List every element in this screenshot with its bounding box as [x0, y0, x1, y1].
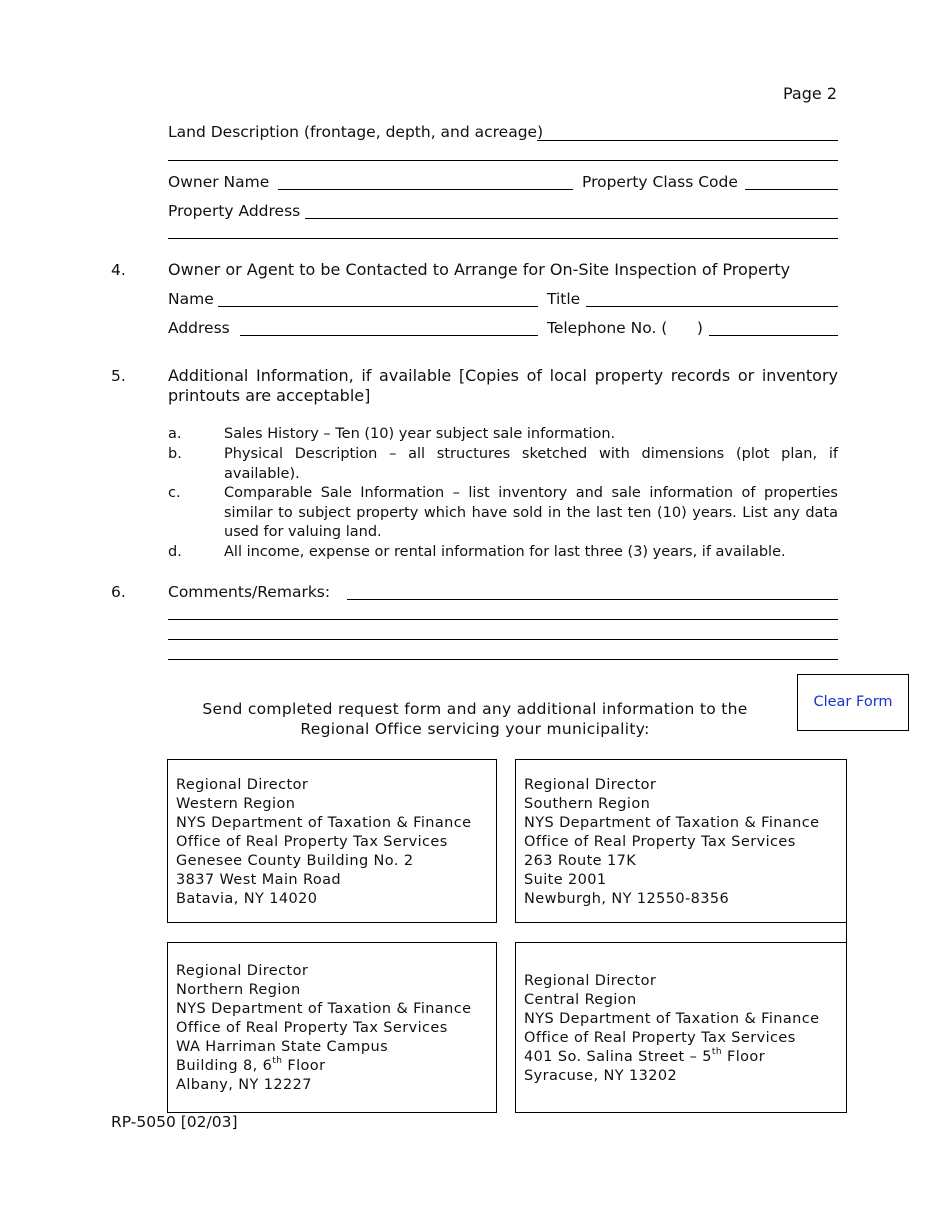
property-class-code-label: Property Class Code: [582, 173, 738, 191]
street-text: 401 So. Salina Street – 5: [524, 1049, 712, 1065]
office-line: Southern Region: [524, 796, 651, 812]
ordinal-suffix: th: [711, 1047, 722, 1058]
office-box-western: [167, 759, 497, 923]
office-line: Newburgh, NY 12550-8356: [524, 891, 730, 907]
property-address-field[interactable]: [305, 218, 838, 219]
contact-name-field[interactable]: [218, 306, 538, 307]
office-line: Regional Director: [176, 963, 309, 979]
property-class-code-field[interactable]: [745, 189, 838, 190]
office-line: Suite 2001: [524, 872, 607, 888]
office-line: Office of Real Property Tax Services: [176, 1020, 448, 1036]
office-line: Syracuse, NY 13202: [524, 1068, 678, 1084]
section-4-heading: Owner or Agent to be Contacted to Arrange for On-Site Inspection of Property: [168, 260, 791, 279]
section-5-heading: Additional Information, if available [Copies of local property records or inventory printouts are acceptable]: [168, 366, 838, 405]
ordinal-suffix: th: [272, 1056, 283, 1067]
box-divider: [846, 922, 847, 943]
contact-name-label: Name: [168, 290, 214, 308]
owner-name-label: Owner Name: [168, 173, 270, 191]
page-number: Page 2: [783, 84, 837, 103]
office-line: Albany, NY 12227: [176, 1077, 312, 1093]
comments-field-line2[interactable]: [168, 619, 838, 620]
office-line: NYS Department of Taxation & Finance: [176, 1001, 472, 1017]
office-box-northern: [167, 942, 497, 1113]
item-text: Physical Description – all structures sketched with dimensions (plot plan, if available).: [224, 446, 838, 482]
list-item: [168, 425, 838, 445]
send-instructions-line1: Send completed request form and any additional information to the: [202, 700, 748, 718]
office-line: Northern Region: [176, 982, 301, 998]
item-letter: b.: [168, 446, 182, 462]
office-line: Regional Director: [524, 777, 657, 793]
office-line: [524, 1048, 765, 1067]
section-4-number: 4.: [111, 261, 126, 279]
contact-title-label: Title: [547, 290, 581, 308]
office-line: Regional Director: [176, 777, 309, 793]
item-text: Comparable Sale Information – list inventory and sale information of properties similar to subject property which have sold in the last ten (10) years. List any data used for valuing land.: [224, 485, 838, 540]
property-address-field-line2[interactable]: [168, 238, 838, 239]
office-line: Batavia, NY 14020: [176, 891, 318, 907]
office-box-central: [515, 942, 847, 1113]
contact-telephone-label: Telephone No. ( ): [547, 319, 703, 337]
building-text: Building 8, 6: [176, 1058, 273, 1074]
clear-form-button[interactable]: Clear Form: [797, 674, 909, 731]
contact-telephone-field[interactable]: [709, 335, 838, 336]
comments-field-line3[interactable]: [168, 639, 838, 640]
list-item: [168, 543, 838, 563]
office-line: [176, 1057, 325, 1076]
contact-title-field[interactable]: [586, 306, 838, 307]
item-letter: a.: [168, 426, 182, 442]
office-line: Office of Real Property Tax Services: [524, 834, 796, 850]
office-line: NYS Department of Taxation & Finance: [176, 815, 472, 831]
floor-text: Floor: [721, 1049, 766, 1065]
office-line: Western Region: [176, 796, 296, 812]
contact-address-field[interactable]: [240, 335, 538, 336]
comments-field-line4[interactable]: [168, 659, 838, 660]
section-5-number: 5.: [111, 367, 126, 385]
office-line: Office of Real Property Tax Services: [524, 1030, 796, 1046]
form-id: RP-5050 [02/03]: [111, 1113, 238, 1131]
section-6-number: 6.: [111, 583, 126, 601]
item-letter: c.: [168, 485, 181, 501]
office-line: NYS Department of Taxation & Finance: [524, 1011, 820, 1027]
land-description-field[interactable]: [537, 140, 838, 141]
office-line: 263 Route 17K: [524, 853, 637, 869]
owner-name-field[interactable]: [278, 189, 573, 190]
comments-field[interactable]: [347, 599, 838, 600]
contact-address-label: Address: [168, 319, 230, 337]
land-description-label: Land Description (frontage, depth, and acreage): [168, 123, 544, 141]
item-letter: d.: [168, 544, 182, 560]
office-line: WA Harriman State Campus: [176, 1039, 389, 1055]
item-text: All income, expense or rental information for last three (3) years, if available.: [224, 544, 786, 560]
office-line: NYS Department of Taxation & Finance: [524, 815, 820, 831]
office-line: Office of Real Property Tax Services: [176, 834, 448, 850]
office-line: Regional Director: [524, 973, 657, 989]
comments-label: Comments/Remarks:: [168, 583, 331, 601]
list-item: [168, 484, 838, 544]
office-line: Genesee County Building No. 2: [176, 853, 414, 869]
property-address-label: Property Address: [168, 202, 301, 220]
office-line: Central Region: [524, 992, 637, 1008]
send-instructions-line2: Regional Office servicing your municipality:: [300, 720, 650, 738]
office-box-southern: [515, 759, 847, 923]
list-item: [168, 445, 838, 485]
office-line: 3837 West Main Road: [176, 872, 341, 888]
floor-text: Floor: [282, 1058, 326, 1074]
land-description-field-line2[interactable]: [168, 160, 838, 161]
item-text: Sales History – Ten (10) year subject sale information.: [224, 426, 616, 442]
